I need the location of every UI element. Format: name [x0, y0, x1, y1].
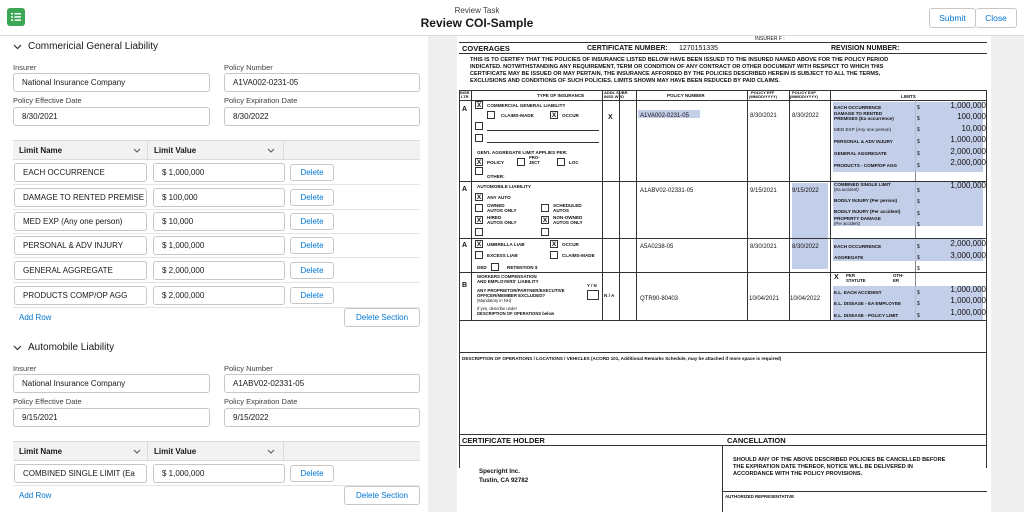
add-row-link[interactable]: Add Row: [19, 491, 52, 500]
workers-comp-text: OFFICER/MEMBER EXCLUDED?: [477, 293, 546, 298]
limit-label: AGGREGATE: [834, 255, 864, 260]
limit-label: E.L. DISEASE - POLICY LIMIT: [834, 313, 899, 318]
limit-value: 2,000,000: [950, 147, 986, 156]
auto-option: ANY AUTO: [487, 195, 511, 200]
checkbox: [475, 122, 483, 130]
limit-value-input[interactable]: $ 2,000,000: [153, 286, 285, 305]
aggregate-option: POLICY: [487, 160, 505, 165]
additional-insured-mark: X: [608, 114, 613, 121]
delete-row-button[interactable]: Delete: [290, 465, 334, 482]
chevron-down-icon: [133, 449, 141, 454]
dollar-sign: $: [917, 139, 920, 145]
page-header: [0, 0, 1024, 36]
limit-name-input[interactable]: PERSONAL & ADV INJURY: [14, 236, 147, 255]
section-title: Automobile Liability: [28, 342, 115, 353]
checkbox: [517, 158, 525, 166]
limit-value-input[interactable]: $ 1,000,000: [153, 163, 285, 182]
column-header: ADDL SUBR: [604, 90, 628, 95]
checkbox-checked: X: [476, 217, 482, 224]
limit-value: 10,000: [961, 124, 986, 133]
auto-option: AUTOS ONLY: [487, 208, 517, 213]
column-header: TYPE OF INSURANCE: [537, 93, 585, 98]
umbrella-option: RETENTION $: [507, 265, 538, 270]
checkbox-checked: X: [542, 217, 548, 224]
limit-label: BODILY INJURY (Per accident): [834, 209, 901, 214]
limits-table-header: [13, 441, 420, 461]
limit-label: MED EXP (Any one person): [834, 127, 892, 132]
title-block: [0, 6, 954, 30]
dollar-sign: $: [917, 199, 920, 205]
authorized-representative-label: AUTHORIZED REPRESENTATIVE: [725, 494, 795, 499]
limit-value: 2,000,000: [950, 239, 986, 248]
policy-effective-date: 10/04/2021: [749, 296, 780, 302]
checkbox: [550, 251, 558, 259]
limit-value: 1,000,000: [950, 296, 986, 305]
dollar-sign: $: [917, 222, 920, 228]
checkbox: [475, 228, 483, 236]
coverage-type: COMMERCIAL GENERAL LIABILITY: [487, 103, 566, 108]
table-row: [13, 233, 420, 258]
auto-option: AUTOS: [553, 208, 569, 213]
add-row-link[interactable]: Add Row: [19, 313, 52, 322]
delete-row-button[interactable]: Delete: [290, 213, 334, 230]
policy-effective-date: 9/15/2021: [750, 188, 777, 194]
limit-label: EACH OCCURRENCE: [834, 244, 882, 249]
aggregate-option: JECT: [529, 159, 540, 165]
dollar-sign: $: [917, 116, 920, 122]
page-subtitle: Review Task: [454, 6, 500, 15]
auto-option: SCHEDULED: [553, 203, 582, 208]
umbrella-option: OCCUR: [562, 242, 579, 247]
delete-row-button[interactable]: Delete: [290, 164, 334, 181]
limit-value: 1,000,000: [950, 135, 986, 144]
limit-label: DAMAGE TO RENTED: [834, 111, 883, 116]
insurer-letter: A: [462, 106, 468, 113]
policy-number-label: Policy Number: [224, 63, 273, 72]
limit-value-input[interactable]: $ 1,000,000: [153, 236, 285, 255]
checkbox-checked: X: [551, 112, 557, 119]
limit-name-input[interactable]: EACH OCCURRENCE: [14, 163, 147, 182]
policy-expiration-date: 9/15/2022: [792, 188, 819, 194]
statute-mark: X: [834, 274, 839, 281]
table-row: [13, 209, 420, 234]
limit-value: 1,000,000: [950, 285, 986, 294]
delete-row-button[interactable]: Delete: [290, 287, 334, 304]
certificate-holder-name: Specright Inc.: [479, 468, 520, 475]
column-header-limit-name[interactable]: Limit Name: [13, 442, 148, 460]
limit-label: PREMISES (Ea occurrence): [834, 116, 894, 121]
dollar-sign: $: [917, 244, 920, 250]
aggregate-option: LOC: [569, 160, 579, 165]
checkbox: [541, 204, 549, 212]
coverage-option: OCCUR: [562, 113, 579, 118]
workers-comp-text: DESCRIPTION OF OPERATIONS below: [477, 311, 555, 316]
not-applicable: N / A: [604, 293, 615, 298]
dollar-sign: $: [917, 290, 920, 296]
limit-label: (Per accident): [834, 221, 861, 226]
limit-name-input[interactable]: MED EXP (Any one person): [14, 212, 147, 231]
section-header-general-liability[interactable]: [13, 41, 158, 52]
checkbox: [541, 228, 549, 236]
aggregate-limit-text: GEN'L AGGREGATE LIMIT APPLIES PER:: [477, 150, 568, 155]
workers-comp-text: If yes, describe under: [477, 306, 518, 311]
auto-option: HIRED: [487, 215, 502, 220]
workers-comp-text: ANY PROPRIETOR/PARTNER/EXECUTIVE: [477, 288, 565, 293]
column-header: INSD WVD: [604, 94, 624, 99]
table-row: [13, 160, 420, 185]
insurer-input[interactable]: National Insurance Company: [13, 374, 210, 393]
insurer-letter: B: [462, 282, 468, 289]
policy-number: A5A0238-05: [640, 244, 674, 250]
policy-number: A1ABV02-02331-05: [640, 188, 694, 194]
dollar-sign: $: [917, 163, 920, 169]
limit-value-input[interactable]: $ 10,000: [153, 212, 285, 231]
coverage-type: AUTOMOBILE LIABILITY: [477, 184, 532, 189]
limit-value: 2,000,000: [950, 158, 986, 167]
checkbox: [475, 167, 483, 175]
table-row: [13, 461, 420, 486]
column-header-limit-value[interactable]: Limit Value: [148, 442, 284, 460]
limit-name-input[interactable]: COMBINED SINGLE LIMIT (Ea: [14, 464, 147, 483]
dollar-sign: $: [917, 266, 920, 272]
policy-number-input[interactable]: A1VA002-0231-05: [224, 73, 420, 92]
cancellation-text-line: THE EXPIRATION DATE THEREOF, NOTICE WILL BE DELIVERED IN: [733, 464, 913, 470]
effective-date-input[interactable]: 9/15/2021: [13, 408, 210, 427]
expiration-date-input[interactable]: 8/30/2022: [224, 107, 420, 126]
limit-label: PERSONAL & ADV INJURY: [834, 139, 893, 144]
policy-number-input[interactable]: A1ABV02-02331-05: [224, 374, 420, 393]
column-header: POLICY EXP: [792, 90, 816, 95]
aggregate-option: OTHER:: [487, 174, 505, 179]
table-row: [13, 283, 420, 308]
certification-text-line: EXCLUSIONS AND CONDITIONS OF SUCH POLICIES. LIMITS SHOWN MAY HAVE BEEN REDUCED BY PAID CLAIMS.: [470, 78, 780, 84]
description-of-operations: DESCRIPTION OF OPERATIONS / LOCATIONS / VEHICLES (ACORD 101, Additional Remarks Schedule, may be attached if more space is required): [462, 356, 782, 361]
policy-effective-date: 8/30/2021: [750, 244, 777, 250]
limit-name-input[interactable]: GENERAL AGGREGATE: [14, 261, 147, 280]
limit-value: 3,000,000: [950, 251, 986, 260]
limit-label: GENERAL AGGREGATE: [834, 151, 887, 156]
limit-label: E.L. DISEASE - EA EMPLOYEE: [834, 301, 901, 306]
column-header: (MM/DD/YYYY): [749, 94, 777, 99]
auto-option: NON-OWNED: [553, 215, 583, 220]
checkbox: [487, 111, 495, 119]
dollar-sign: $: [917, 211, 920, 217]
checkbox: [475, 204, 483, 212]
umbrella-option: CLAIMS-MADE: [562, 253, 595, 258]
coverage-type: UMBRELLA LIAB: [487, 242, 525, 247]
statute-label: STATUTE: [846, 278, 866, 283]
limit-value-input[interactable]: $ 2,000,000: [153, 261, 285, 280]
limit-name-input[interactable]: DAMAGE TO RENTED PREMISE: [14, 188, 147, 207]
checkbox-checked: X: [476, 194, 482, 201]
limit-label: PROPERTY DAMAGE: [834, 216, 881, 221]
delete-row-button[interactable]: Delete: [290, 262, 334, 279]
section-header-automobile-liability[interactable]: [13, 342, 114, 353]
submit-button[interactable]: Submit: [929, 8, 976, 28]
limit-value-input[interactable]: $ 100,000: [153, 188, 285, 207]
insurer-letter: A: [462, 242, 468, 249]
dollar-sign: $: [917, 255, 920, 261]
expiration-date-input[interactable]: 9/15/2022: [224, 408, 420, 427]
checkbox: [491, 263, 499, 271]
coverages-heading: COVERAGES: [462, 44, 510, 53]
column-header: LIMITS: [901, 94, 916, 99]
dollar-sign: $: [917, 105, 920, 111]
dollar-sign: $: [917, 127, 920, 133]
umbrella-option: DED: [477, 265, 487, 270]
expiration-date-label: Policy Expiration Date: [224, 96, 298, 105]
policy-expiration-date: 8/30/2022: [792, 244, 819, 250]
page-title: Review COI-Sample: [420, 16, 534, 30]
limit-value: 1,000,000: [950, 308, 986, 317]
chevron-down-icon: [133, 148, 141, 153]
limit-label: EACH OCCURRENCE: [834, 105, 882, 110]
column-header: (MM/DD/YYYY): [790, 94, 818, 99]
certificate-number: 1270151335: [679, 45, 718, 52]
column-header: POLICY NUMBER: [667, 93, 705, 98]
limit-label: PRODUCTS - COMP/OP AGG: [834, 163, 898, 168]
delete-row-button[interactable]: Delete: [290, 237, 334, 254]
certificate-page: [457, 36, 991, 512]
certificate-holder-address: Tustin, CA 92782: [479, 477, 529, 484]
checkbox-checked: X: [551, 241, 557, 248]
insurer-label: Insurer: [13, 364, 37, 373]
auto-option: OWNED: [487, 203, 505, 208]
effective-date-label: Policy Effective Date: [13, 397, 82, 406]
limit-value: 1,000,000: [950, 181, 986, 190]
checkbox: [557, 158, 565, 166]
chevron-down-icon: [13, 345, 22, 351]
insurer-input[interactable]: National Insurance Company: [13, 73, 210, 92]
insurer-label: Insurer: [13, 63, 37, 72]
certification-text-line: CERTIFICATE MAY BE ISSUED OR MAY PERTAIN, THE INSURANCE AFFORDED BY THE POLICIES DESCRIBED HEREIN IS SUBJECT TO ALL THE TERMS,: [470, 71, 881, 77]
checkbox: [587, 290, 599, 300]
auto-option: AUTOS ONLY: [487, 220, 517, 225]
dollar-sign: $: [917, 301, 920, 307]
policy-expiration-date: 10/04/2022: [790, 296, 821, 302]
close-button[interactable]: Close: [976, 8, 1017, 28]
limit-label: E.L. EACH ACCIDENT: [834, 290, 882, 295]
chevron-down-icon: [267, 449, 275, 454]
chevron-down-icon: [267, 148, 275, 153]
chevron-down-icon: [13, 44, 22, 50]
umbrella-option: EXCESS LIAB: [487, 253, 518, 258]
checkbox: [475, 134, 483, 142]
aggregate-option: PRO-: [529, 155, 540, 160]
checkbox-checked: X: [476, 159, 482, 166]
workers-comp-text: (Mandatory in NH): [477, 298, 512, 303]
cancellation-heading: CANCELLATION: [727, 436, 786, 445]
policy-expiration-date: 8/30/2022: [792, 113, 819, 119]
column-header: POLICY EFF: [751, 90, 775, 95]
delete-row-button[interactable]: Delete: [290, 189, 334, 206]
policy-number: QTR90-80403: [640, 296, 679, 302]
checkbox-checked: X: [476, 241, 482, 248]
limits-table-header: [13, 140, 420, 160]
limit-value: 100,000: [957, 112, 986, 121]
certification-text-line: INDICATED. NOTWITHSTANDING ANY REQUIREMENT, TERM OR CONDITION OF ANY CONTRACT OR OTHER DOCUMENT WITH RESPECT TO WHICH THIS: [470, 64, 884, 70]
delete-section-button[interactable]: Delete Section: [344, 308, 420, 327]
dollar-sign: $: [917, 313, 920, 319]
column-header-limit-value[interactable]: Limit Value: [148, 141, 284, 159]
dollar-sign: $: [917, 151, 920, 157]
checkbox: [475, 251, 483, 259]
cancellation-text-line: ACCORDANCE WITH THE POLICY PROVISIONS.: [733, 471, 863, 477]
section-title: Commericial General Liability: [28, 41, 159, 52]
limit-label: (Ea accident): [834, 187, 859, 192]
certificate-number-label: CERTIFICATE NUMBER:: [587, 45, 668, 52]
insurer-letter: A: [462, 186, 468, 193]
limit-label: BODILY INJURY (Per person): [834, 198, 898, 203]
yes-no-label: Y / N: [587, 283, 597, 288]
limit-name-input[interactable]: PRODUCTS COMP/OP AGG: [14, 286, 147, 305]
table-row: [13, 185, 420, 210]
policy-effective-date: 8/30/2021: [750, 113, 777, 119]
table-row: [13, 258, 420, 283]
limit-value: 1,000,000: [950, 101, 986, 110]
limit-label: COMBINED SINGLE LIMIT: [834, 182, 891, 187]
coverage-option: CLAIMS-MADE: [501, 113, 534, 118]
auto-option: AUTOS ONLY: [553, 220, 583, 225]
coverage-type: WORKERS COMPENSATION: [477, 274, 537, 279]
certification-text-line: THIS IS TO CERTIFY THAT THE POLICIES OF INSURANCE LISTED BELOW HAVE BEEN ISSUED TO THE INSURED NAMED ABOVE FOR THE POLICY PERIOD: [470, 57, 889, 63]
other-label: ER: [893, 278, 900, 283]
policy-number-label: Policy Number: [224, 364, 273, 373]
column-header: LTR: [461, 94, 469, 99]
insurer-f-label: INSURER F :: [755, 36, 785, 42]
cancellation-text-line: SHOULD ANY OF THE ABOVE DESCRIBED POLICIES BE CANCELLED BEFORE: [733, 457, 946, 463]
revision-number-label: REVISION NUMBER:: [831, 45, 900, 52]
delete-section-button[interactable]: Delete Section: [344, 486, 420, 505]
certificate-holder-heading: CERTIFICATE HOLDER: [462, 436, 545, 445]
coverage-type: AND EMPLOYERS' LIABILITY: [477, 279, 539, 284]
checkbox-checked: X: [476, 102, 482, 109]
effective-date-label: Policy Effective Date: [13, 96, 82, 105]
limit-value-input[interactable]: $ 1,000,000: [153, 464, 285, 483]
statute-label: PER: [846, 273, 856, 278]
column-header: INSR: [460, 90, 470, 95]
dollar-sign: $: [917, 188, 920, 194]
expiration-date-label: Policy Expiration Date: [224, 397, 298, 406]
column-header-limit-name[interactable]: Limit Name: [13, 141, 148, 159]
coverage-form-panel: [0, 36, 428, 512]
effective-date-input[interactable]: 8/30/2021: [13, 107, 210, 126]
document-viewer[interactable]: [428, 36, 1024, 512]
other-label: OTH-: [893, 273, 904, 278]
policy-number: A1VA002-0231-05: [640, 113, 689, 119]
